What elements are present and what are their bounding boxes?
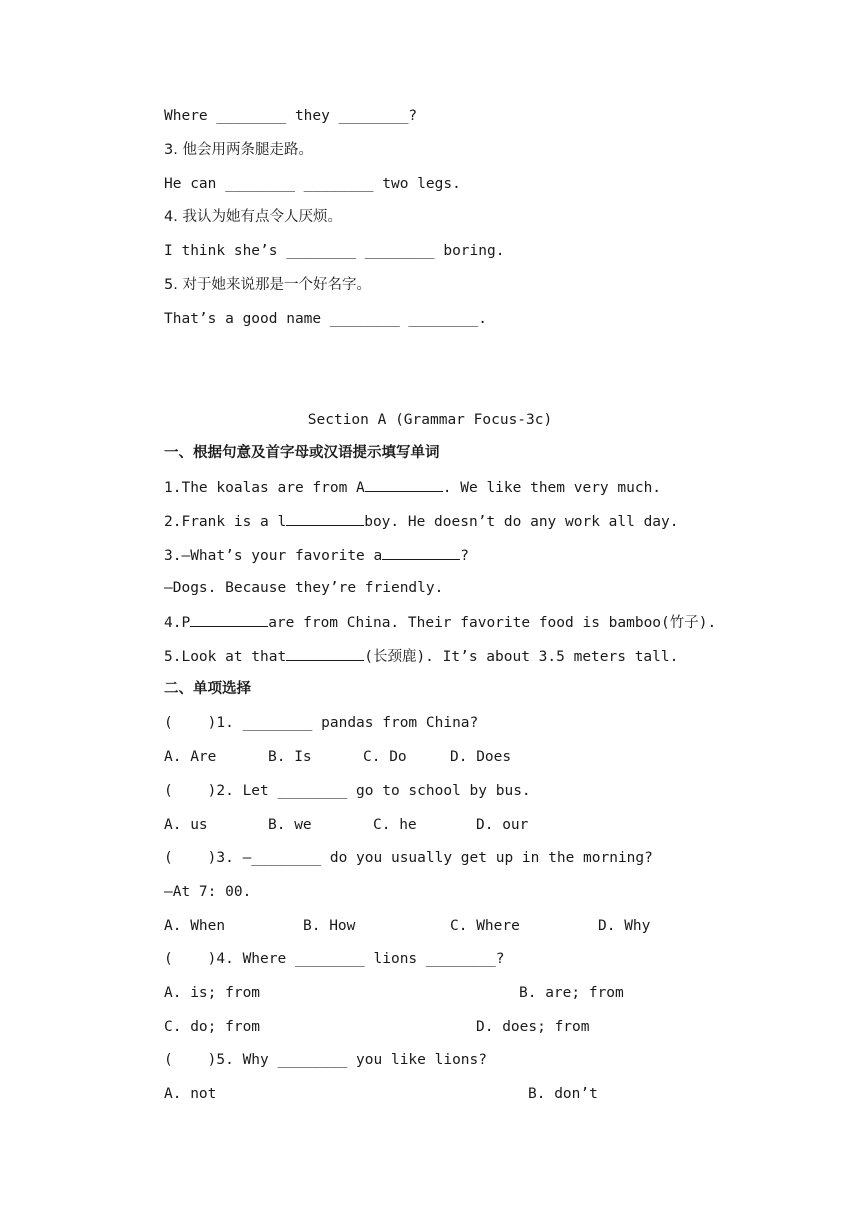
option-a: A. us — [164, 817, 208, 833]
option-b: B. we — [268, 817, 312, 833]
text-line: That’s a good name ________ ________. — [164, 311, 488, 327]
answer-blank — [286, 646, 364, 661]
answer-blank — [382, 545, 460, 560]
question-3: 3.—What’s your favorite a ? — [164, 545, 469, 566]
part1-heading: 一、根据句意及首字母或汉语提示填写单词 — [164, 445, 440, 461]
translation-prompt: 5. 对于她来说那是一个好名字。 — [164, 277, 371, 293]
option-a: A. is; from — [164, 985, 261, 1001]
mc-question-3: ( )3. —________ do you usually get up in the morning? — [164, 850, 653, 866]
question-1: 1.The koalas are from A . We like them very much. — [164, 477, 661, 498]
option-c: C. Do — [363, 749, 407, 765]
translation-prompt: 3. 他会用两条腿走路。 — [164, 142, 313, 158]
option-d: D. does; from — [476, 1019, 590, 1035]
option-a: A. not — [164, 1086, 217, 1102]
text-line: He can ________ ________ two legs. — [164, 176, 461, 192]
answer-blank — [190, 612, 268, 627]
option-c: C. he — [373, 817, 417, 833]
mc-question-4: ( )4. Where ________ lions ________? — [164, 951, 505, 967]
mc-question-3-answer: —At 7: 00. — [164, 884, 252, 900]
mc-question-5: ( )5. Why ________ you like lions? — [164, 1052, 488, 1068]
option-a: A. When — [164, 918, 226, 934]
option-c: C. do; from — [164, 1019, 261, 1035]
option-b: B. Is — [268, 749, 312, 765]
text-line: I think she’s ________ ________ boring. — [164, 243, 505, 259]
section-title: Section A (Grammar Focus-3c) — [307, 412, 553, 428]
option-c: C. Where — [450, 918, 520, 934]
question-3-answer: —Dogs. Because they’re friendly. — [164, 580, 444, 596]
mc-question-2: ( )2. Let ________ go to school by bus. — [164, 783, 531, 799]
option-b: B. are; from — [519, 985, 624, 1001]
option-a: A. Are — [164, 749, 217, 765]
option-b: B. How — [303, 918, 356, 934]
question-2: 2.Frank is a l boy. He doesn’t do any work all day. — [164, 511, 679, 532]
question-5: 5.Look at that (长颈鹿). It’s about 3.5 meters tall. — [164, 646, 678, 667]
answer-blank — [365, 477, 443, 492]
option-d: D. Does — [450, 749, 512, 765]
part2-heading: 二、单项选择 — [164, 681, 251, 697]
answer-blank — [286, 511, 364, 526]
option-b: B. don’t — [528, 1086, 598, 1102]
text-line: Where ________ they ________? — [164, 108, 418, 124]
mc-question-1: ( )1. ________ pandas from China? — [164, 715, 479, 731]
translation-prompt: 4. 我认为她有点令人厌烦。 — [164, 209, 342, 225]
option-d: D. Why — [598, 918, 651, 934]
option-d: D. our — [476, 817, 529, 833]
question-4: 4.P are from China. Their favorite food is bamboo(竹子). — [164, 612, 716, 633]
